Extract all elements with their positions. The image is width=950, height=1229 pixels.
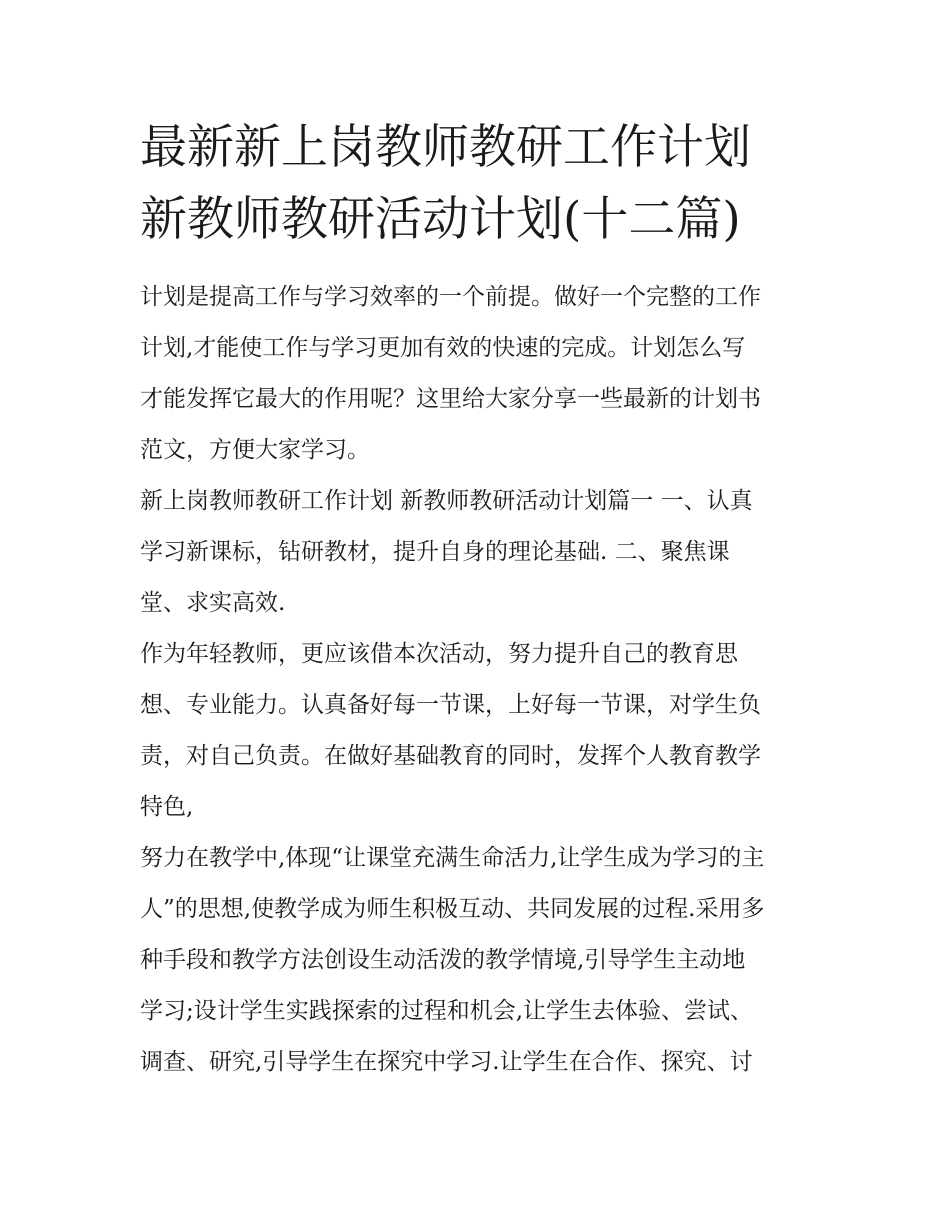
text-line: 种手段和教学方法创设生动活泼的教学情境,引导学生主动地 bbox=[140, 947, 746, 973]
text-line: 堂、求实高效. bbox=[140, 590, 286, 616]
text-line: 学习;设计学生实践探索的过程和机会,让学生去体验、尝试、 bbox=[140, 998, 754, 1024]
text-line: 调查、研究,引导学生在探究中学习.让学生在合作、探究、讨 bbox=[140, 1049, 753, 1075]
text-line: 新上岗教师教研工作计划 新教师教研活动计划篇一 一、认真 bbox=[140, 488, 753, 514]
text-line: 才能发挥它最大的作用呢？这里给大家分享一些最新的计划书 bbox=[140, 386, 761, 412]
paragraph-young-teacher bbox=[140, 629, 820, 833]
text-line: 学习新课标，钻研教材，提升自身的理论基础. 二、聚焦课 bbox=[140, 539, 730, 565]
text-line: 责，对自己负责。在做好基础教育的同时，发挥个人教育教学 bbox=[140, 743, 761, 769]
title-line: 新教师教研活动计划(十二篇) bbox=[140, 192, 741, 247]
paragraph-section-one bbox=[140, 476, 820, 629]
text-line: 计划是提高工作与学习效率的一个前提。做好一个完整的工作 bbox=[140, 284, 761, 310]
text-line: 作为年轻教师，更应该借本次活动，努力提升自己的教育思 bbox=[140, 641, 738, 667]
paragraph-intro bbox=[140, 272, 820, 476]
text-line: 范文，方便大家学习。 bbox=[140, 437, 370, 463]
text-line: 特色, bbox=[140, 794, 194, 820]
text-line: 想、专业能力。认真备好每一节课，上好每一节课，对学生负 bbox=[140, 692, 761, 718]
document-title bbox=[140, 112, 820, 256]
text-line: 计划,才能使工作与学习更加有效的快速的完成。计划怎么写 bbox=[140, 335, 746, 361]
title-line: 最新新上岗教师教研工作计划 bbox=[140, 120, 751, 175]
text-line: 努力在教学中,体现“让课堂充满生命活力,让学生成为学习的主 bbox=[140, 845, 765, 871]
text-line: 人”的思想,使教学成为师生积极互动、共同发展的过程.采用多 bbox=[140, 896, 765, 922]
document-content bbox=[140, 112, 820, 1088]
paragraph-teaching-effort bbox=[140, 833, 820, 1088]
